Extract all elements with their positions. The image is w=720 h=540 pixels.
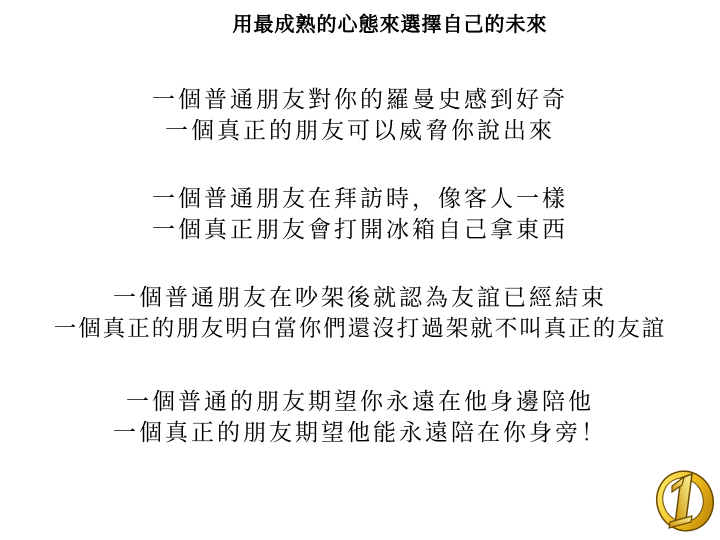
stanza-4-line-1: 一個普通的朋友期望你永遠在他身邊陪他: [126, 389, 594, 415]
gold-number-one-icon: [648, 462, 718, 536]
gold-number-one-icon-graphic: [648, 462, 718, 536]
stanza-4: [0, 387, 720, 449]
stanza-1: [0, 85, 720, 147]
stanza-4-line-2: 一個真正的朋友期望他能永遠陪在你身旁！: [113, 420, 607, 446]
stanza-1-line-2: 一個真正的朋友可以威脅你說出來: [165, 118, 555, 144]
stanza-2-line-1: 一個普通朋友在拜訪時，像客人一樣: [152, 186, 568, 212]
stanza-2-line-2: 一個真正朋友會打開冰箱自己拿東西: [152, 217, 568, 243]
stanza-2: [0, 184, 720, 246]
stanza-3: [0, 283, 720, 345]
slide-title: 用最成熟的心態來選擇自己的未來: [232, 12, 548, 36]
stanza-3-line-1: 一個普通朋友在吵架後就認為友誼已經結束: [113, 285, 607, 311]
stanza-1-line-1: 一個普通朋友對你的羅曼史感到好奇: [152, 87, 568, 113]
stanza-3-line-2: 一個真正的朋友明白當你們還沒打過架就不叫真正的友誼: [53, 316, 667, 342]
